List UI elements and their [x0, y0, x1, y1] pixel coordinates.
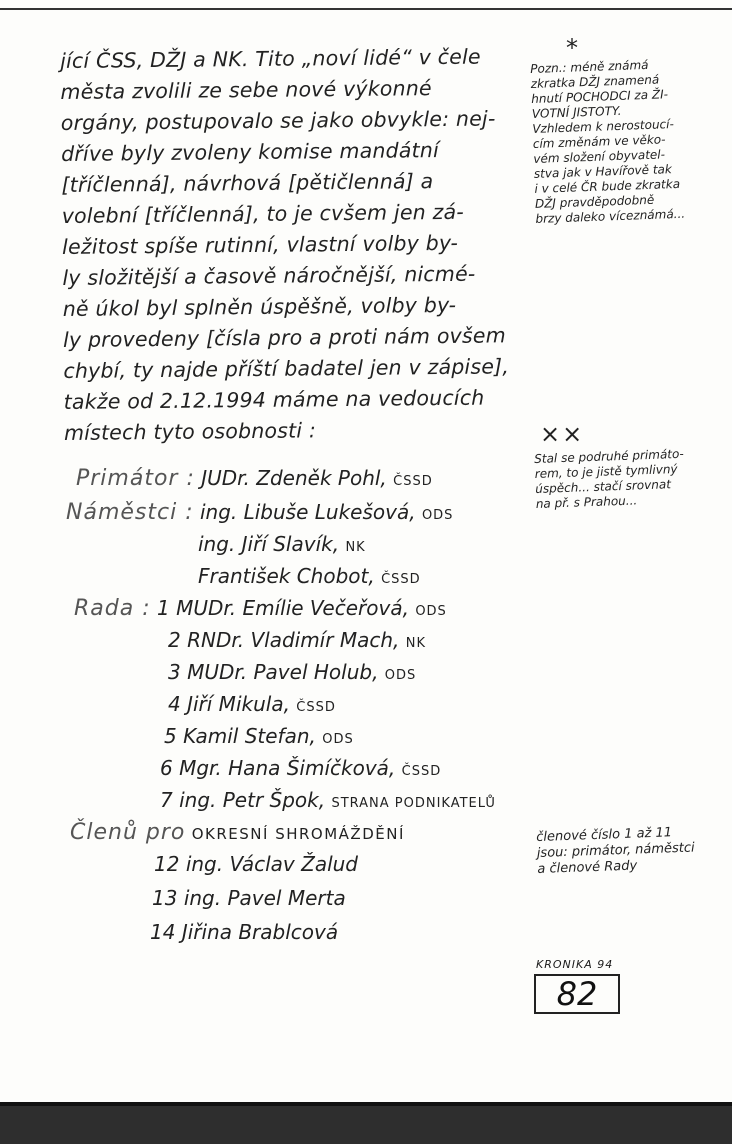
note-line: úspěch... stačí srovnat [535, 477, 672, 496]
note-line: členové číslo 1 až 11 [536, 825, 673, 845]
clen-row [152, 886, 346, 910]
footnote-marker-1: * [566, 34, 580, 62]
top-border-line [0, 8, 732, 10]
rada-name: ing. Petr Špok, [179, 788, 326, 812]
rada-name: MUDr. Emílie Večeřová, [176, 596, 409, 620]
clen-num: 13 [152, 886, 178, 910]
rada-name: MUDr. Pavel Holub, [187, 660, 379, 684]
note-line: na př. s Prahou... [535, 493, 638, 511]
note-line: Stal se podruhé primáto- [534, 446, 684, 466]
rada-row [74, 596, 447, 621]
paragraph-line: takže od 2.12.1994 máme na vedoucích [63, 385, 485, 414]
paragraph-line: města zvolili ze sebe nové výkonné [60, 76, 432, 104]
paragraph-line: orgány, postupovalo se jako obvykle: nej- [60, 106, 496, 135]
rada-party: ODS [322, 732, 354, 747]
namestek-name: ing. Jiří Slavík, [198, 532, 340, 556]
clen-name: Jiřina Brablcová [181, 920, 339, 944]
note-line: VOTNÍ JISTOTY. [531, 103, 622, 121]
clenu-label-caps: OKRESNÍ SHROMÁŽDĚNÍ [191, 825, 405, 843]
main-paragraph [60, 41, 524, 449]
clen-row [150, 920, 338, 944]
namestek-name: ing. Libuše Lukešová, [199, 500, 416, 524]
paragraph-line: jící ČSS, DŽJ a NK. Tito „noví lidé“ v čele [60, 44, 481, 73]
paragraph-line: dříve byly zvoleny komise mandátní [61, 138, 440, 166]
rada-name: Jiří Mikula, [187, 692, 290, 716]
paragraph-line: volební [tříčlenná], to je cvšem jen zá- [61, 199, 465, 228]
rada-num: 4 [168, 692, 181, 716]
note-line: rem, to je jistě tymlivný [534, 462, 678, 481]
rada-row [164, 724, 354, 748]
rada-row [160, 788, 496, 812]
namestek-party: ODS [421, 508, 454, 523]
namestek-name: František Chobot, [198, 564, 375, 588]
clenu-label: Členů pro [70, 820, 186, 845]
namestci-row [66, 500, 453, 525]
margin-note-2 [534, 445, 726, 512]
rada-num: 6 [160, 756, 173, 780]
note-line: brzy daleko víceznámá... [535, 206, 686, 226]
note-line: cím změnám ve věko- [532, 132, 666, 151]
rada-party: ČSSD [401, 764, 442, 779]
note-line: zkratka DŽJ znamená [530, 72, 660, 91]
namestek-row [198, 532, 366, 556]
chronicle-label: KRONIKA 94 [536, 958, 614, 971]
paragraph-line: chybí, ty najde příští badatel jen v zápise], [63, 354, 510, 383]
primator-party: ČSSD [393, 474, 433, 489]
paragraph-line: ležitost spíše rutinní, vlastní volby by- [61, 230, 459, 259]
paragraph-line: ly provedeny [čísla pro a proti nám ovšem [62, 323, 506, 352]
rada-party: STRANA PODNIKATELŮ [331, 796, 496, 811]
note-line: i v celé ČR bude zkratka [534, 176, 681, 196]
page-number: 82 [534, 974, 620, 1014]
scan-bottom-edge [0, 1102, 732, 1144]
note-line: a členové Rady [537, 858, 638, 877]
rada-num: 5 [164, 724, 177, 748]
rada-label: Rada : [74, 596, 151, 621]
rada-row [168, 628, 426, 652]
rada-row [168, 692, 336, 716]
primator-row [76, 466, 433, 491]
paragraph-line: ně úkol byl splněn úspěšně, volby by- [62, 292, 457, 321]
clen-num: 14 [150, 920, 176, 944]
clen-row [154, 852, 358, 876]
paragraph-line: místech tyto osobnosti : [63, 418, 317, 445]
rada-party: NK [405, 636, 426, 651]
note-line: jsou: primátor, náměstci [536, 840, 695, 861]
rada-num: 1 [156, 596, 170, 620]
namestci-label: Náměstci : [66, 500, 194, 525]
rada-party: ODS [415, 604, 447, 619]
margin-note-3 [536, 823, 728, 878]
note-line: Vzhledem k nerostoucí- [532, 117, 675, 136]
note-line: stva jak v Havířově tak [533, 162, 673, 181]
rada-name: RNDr. Vladimír Mach, [187, 628, 400, 652]
rada-party: ODS [384, 668, 417, 683]
clen-num: 12 [154, 852, 180, 876]
clen-name: ing. Pavel Merta [183, 886, 346, 910]
rada-num: 3 [168, 660, 181, 684]
clen-name: ing. Václav Žalud [185, 852, 358, 876]
rada-name: Mgr. Hana Šimíčková, [179, 756, 396, 780]
margin-note-1 [530, 55, 726, 227]
note-line: DŽJ pravděpodobně [534, 192, 655, 211]
note-line: hnutí POCHODCI za ŽI- [531, 87, 669, 106]
rada-row [168, 660, 416, 684]
rada-num: 7 [160, 788, 173, 812]
paragraph-line: ly složitější a časově náročnější, nicmé- [62, 261, 476, 290]
footnote-marker-2: ×× [540, 420, 585, 448]
rada-num: 2 [168, 628, 181, 652]
rada-row [160, 756, 441, 780]
note-line: Pozn.: méně známá [530, 57, 649, 76]
rada-party: ČSSD [296, 700, 336, 715]
note-line: vém složení obyvatel- [533, 147, 666, 166]
paragraph-line: [tříčlenná], návrhová [pětičlenná] a [61, 169, 434, 197]
namestek-party: ČSSD [381, 572, 421, 587]
namestek-row [198, 564, 421, 588]
clenu-row [70, 820, 405, 845]
primator-label: Primátor : [76, 466, 195, 491]
primator-name: JUDr. Zdeněk Pohl, [201, 466, 387, 490]
namestek-party: NK [345, 540, 366, 555]
rada-name: Kamil Stefan, [183, 724, 316, 748]
